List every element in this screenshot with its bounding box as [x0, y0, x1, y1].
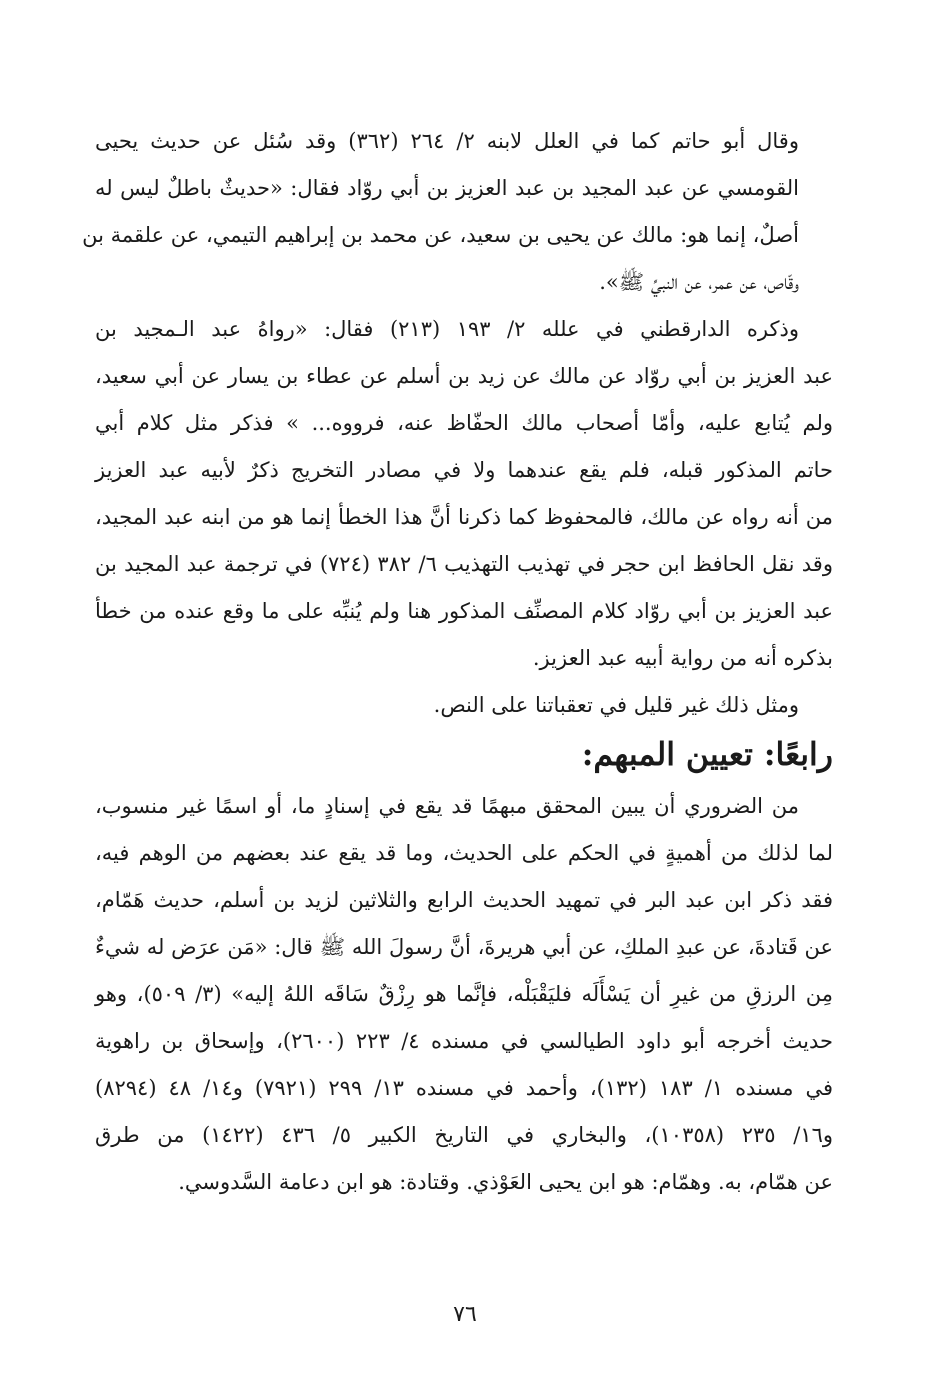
paragraph-identifying-unnamed	[95, 783, 833, 1206]
text-line: وقال أبو حاتم كما في العلل لابنه ٢/ ٢٦٤ (٣٦٢) وقد سُئل عن حديث يحيى	[95, 129, 799, 153]
text-line: مِن الرزقِ من غيرِ أن يَسْأَلَه فليَقْبَلْه، فإنَّما هو رِزْقٌ سَاقَه اللهُ إليه» (٣/ ٥٠٩)، وهو	[95, 982, 833, 1006]
text-line: وذكره الدارقطني في علله ٢/ ١٩٣ (٢١٣) فقال: «رواهُ عبد الـمجيد بن	[95, 317, 799, 341]
text-line: فقد ذكر ابن عبد البر في تمهيد الحديث الرابع والثلاثين لزيد بن أسلم، حديث هَمّام،	[95, 888, 833, 912]
text-line: القومسي عن عبد المجيد بن عبد العزيز بن أبي روّاد فقال: «حديثٌ باطلٌ ليس له	[95, 176, 799, 200]
text-line: وقّاص، عن عمر، عن النبيِّ ﷺ».	[599, 270, 799, 294]
text-line: عبد العزيز بن أبي روّاد كلام المصنِّف المذكور هنا ولم يُنبِّه على ما وقع عنده من خطأ	[95, 599, 833, 623]
page-body	[82, 118, 834, 1206]
text-line: عبد العزيز بن أبي روّاد عن مالك عن زيد بن أسلم عن عطاء بن يسار عن أبي سعيد،	[95, 364, 833, 388]
text-line: لما لذلك من أهميةٍ في الحكم على الحديث، وما قد يقع عند بعضهم من الوهم فيه،	[95, 841, 833, 865]
text-line: من الضروري أن يبين المحقق مبهمًا قد يقع في إسنادٍ ما، أو اسمًا غير منسوب،	[95, 794, 799, 818]
text-line: عن قَتادةَ، عن عبدِ الملكِ، عن أبي هريرةَ، أنَّ رسولَ الله ﷺ قال: «مَن عرَض له شيءٌ	[95, 935, 833, 959]
page-number: ٧٦	[453, 1302, 477, 1327]
text-line: بذكره أنه من رواية أبيه عبد العزيز.	[532, 646, 833, 670]
text-line: ومثل ذلك غير قليل في تعقباتنا على النص.	[433, 693, 799, 717]
text-line: ولم يُتابع عليه، وأمّا أصحاب مالك الحفّاظ عنه، فرووه... » فذكر مثل كلام أبي	[95, 411, 833, 435]
section-heading: رابعًا: تعيين المبهم:	[581, 736, 833, 773]
paragraph-abu-hatim	[82, 118, 833, 306]
text-line: و١٦/ ٢٣٥ (١٠٣٥٨)، والبخاري في التاريخ الكبير ٥/ ٤٣٦ (١٤٢٢) من طرق	[95, 1123, 834, 1147]
text-line: أصلٌ، إنما هو: مالك عن يحيى بن سعيد، عن محمد بن إبراهيم التيمي، عن علقمة بن	[82, 223, 799, 247]
text-line: حاتم المذكور قبله، فلم يقع عندهما ولا في مصادر التخريج ذكرٌ لأبيه عبد العزيز	[95, 458, 833, 482]
text-line: وقد نقل الحافظ ابن حجر في تهذيب التهذيب ٦/ ٣٨٢ (٧٢٤) في ترجمة عبد المجيد بن	[95, 552, 833, 576]
text-line: حديث أخرجه أبو داود الطيالسي في مسنده ٤/ ٢٢٣ (٢٦٠٠)، وإسحاق بن راهوية	[95, 1029, 833, 1053]
text-line: في مسنده ١/ ١٨٣ (١٣٢)، وأحمد في مسنده ١٣/ ٢٩٩ (٧٩٢١) و١٤/ ٤٨ (٨٢٩٤)	[95, 1076, 833, 1100]
paragraph-daraqutni	[95, 306, 833, 682]
text-line: عن همّام، به. وهمّام: هو ابن يحيى العَوْذي. وقتادة: هو ابن دعامة السَّدوسي.	[178, 1170, 833, 1194]
paragraph-similar-cases	[95, 682, 833, 729]
text-line: من أنه رواه عن مالك، فالمحفوظ كما ذكرنا أنَّ هذا الخطأ إنما هو من ابنه عبد المجيد،	[95, 505, 833, 529]
